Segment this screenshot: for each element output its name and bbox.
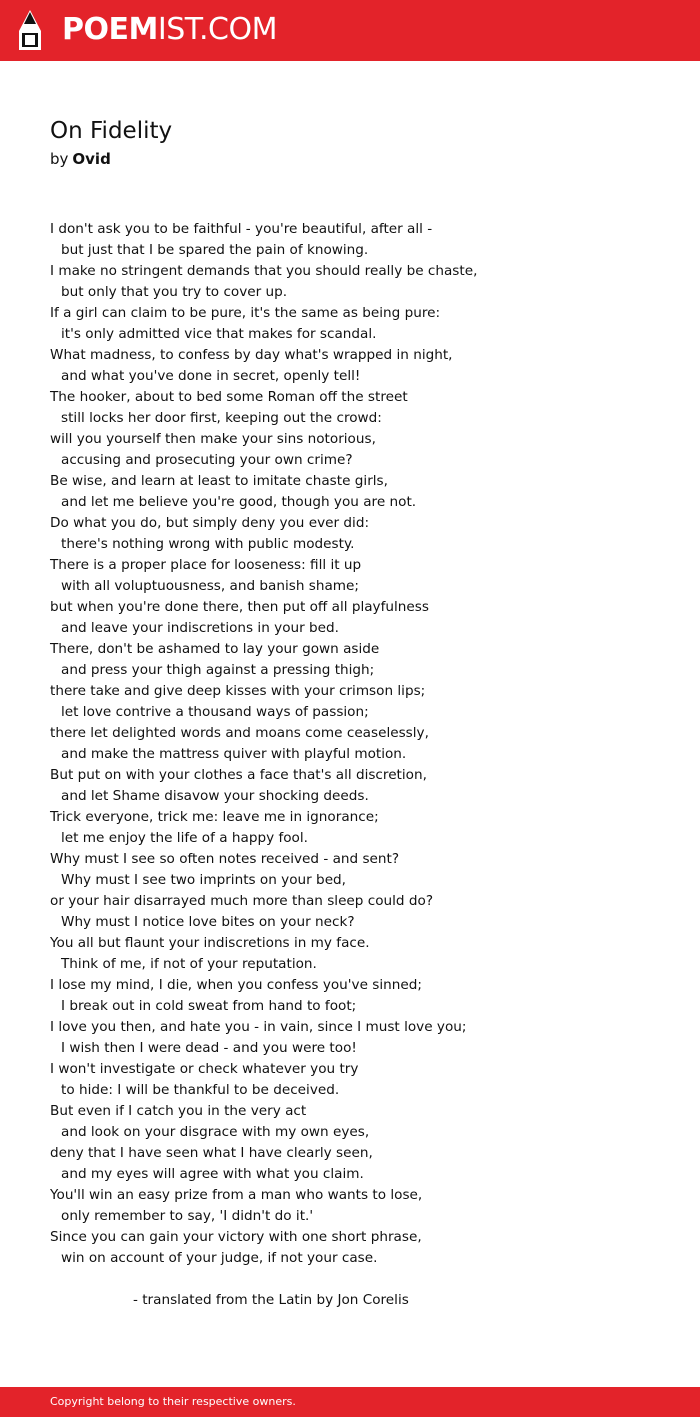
copyright-text: Copyright belong to their respective owners. xyxy=(50,1395,296,1408)
translator-note: - translated from the Latin by Jon Corelis xyxy=(133,1292,409,1308)
poem-line: but only that you try to cover up. xyxy=(61,284,288,300)
poem-line: I won't investigate or check whatever you try xyxy=(50,1061,359,1077)
poem-line: What madness, to confess by day what's wrapped in night, xyxy=(50,347,453,363)
poem-line: There is a proper place for looseness: fill it up xyxy=(50,557,362,573)
poem-line: I make no stringent demands that you should really be chaste, xyxy=(50,263,478,279)
poem-line: let love contrive a thousand ways of passion; xyxy=(61,704,369,720)
poem-body xyxy=(50,219,477,1269)
poem-line: But put on with your clothes a face that's all discretion, xyxy=(50,767,427,783)
poem-line: and my eyes will agree with what you claim. xyxy=(61,1166,364,1182)
poem-line: accusing and prosecuting your own crime? xyxy=(61,452,353,468)
poem-title: On Fidelity xyxy=(50,118,173,144)
poem-line: I don't ask you to be faithful - you're beautiful, after all - xyxy=(50,221,433,237)
poem-line: Since you can gain your victory with one short phrase, xyxy=(50,1229,422,1245)
poem-line: but when you're done there, then put off all playfulness xyxy=(50,599,429,615)
poem-line: and let Shame disavow your shocking deeds. xyxy=(61,788,369,804)
pencil-tip-icon[interactable] xyxy=(17,9,43,51)
poem-line: I wish then I were dead - and you were too! xyxy=(61,1040,357,1056)
poem-line: deny that I have seen what I have clearly seen, xyxy=(50,1145,373,1161)
byline xyxy=(50,149,111,169)
poem-line: Why must I notice love bites on your neck? xyxy=(61,914,355,930)
poem-line: win on account of your judge, if not your case. xyxy=(61,1250,378,1266)
site-footer xyxy=(0,1387,700,1417)
poem-line: and leave your indiscretions in your bed. xyxy=(61,620,339,636)
site-logo-text[interactable] xyxy=(62,11,277,49)
poem-line: But even if I catch you in the very act xyxy=(50,1103,307,1119)
poem-line: and press your thigh against a pressing thigh; xyxy=(61,662,375,678)
poem-line: If a girl can claim to be pure, it's the same as being pure: xyxy=(50,305,441,321)
poem-line: You'll win an easy prize from a man who wants to lose, xyxy=(50,1187,423,1203)
poem-line: Think of me, if not of your reputation. xyxy=(61,956,317,972)
poem-line: there let delighted words and moans come ceaselessly, xyxy=(50,725,429,741)
poem-line: it's only admitted vice that makes for scandal. xyxy=(61,326,377,342)
poem-line: Trick everyone, trick me: leave me in ignorance; xyxy=(50,809,379,825)
brand-bold: POEM xyxy=(62,12,158,47)
poem-line: I break out in cold sweat from hand to foot; xyxy=(61,998,357,1014)
poem-line: and make the mattress quiver with playful motion. xyxy=(61,746,407,762)
poem-line: The hooker, about to bed some Roman off the street xyxy=(50,389,408,405)
poem-line: Be wise, and learn at least to imitate chaste girls, xyxy=(50,473,388,489)
poem-line: I lose my mind, I die, when you confess you've sinned; xyxy=(50,977,422,993)
by-label: by xyxy=(50,150,69,168)
poem-line: There, don't be ashamed to lay your gown aside xyxy=(50,641,380,657)
poem-line: will you yourself then make your sins notorious, xyxy=(50,431,376,447)
poem-line: let me enjoy the life of a happy fool. xyxy=(61,830,308,846)
brand-light: IST.COM xyxy=(157,12,277,47)
site-header xyxy=(0,0,700,61)
poem-line: but just that I be spared the pain of knowing. xyxy=(61,242,369,258)
poem-line: Do what you do, but simply deny you ever did: xyxy=(50,515,370,531)
author-name[interactable]: Ovid xyxy=(72,150,111,168)
poem-line: I love you then, and hate you - in vain, since I must love you; xyxy=(50,1019,467,1035)
poem-line: and what you've done in secret, openly tell! xyxy=(61,368,361,384)
poem-line: or your hair disarrayed much more than sleep could do? xyxy=(50,893,434,909)
poem-line: You all but flaunt your indiscretions in my face. xyxy=(50,935,370,951)
poem-line: there take and give deep kisses with your crimson lips; xyxy=(50,683,426,699)
poem-line: still locks her door first, keeping out the crowd: xyxy=(61,410,382,426)
poem-line: and look on your disgrace with my own eyes, xyxy=(61,1124,370,1140)
poem-line: there's nothing wrong with public modesty. xyxy=(61,536,355,552)
poem-line: with all voluptuousness, and banish shame; xyxy=(61,578,359,594)
poem-line: only remember to say, 'I didn't do it.' xyxy=(61,1208,314,1224)
poem-line: to hide: I will be thankful to be deceived. xyxy=(61,1082,340,1098)
poem-line: Why must I see two imprints on your bed, xyxy=(61,872,347,888)
poem-line: and let me believe you're good, though you are not. xyxy=(61,494,417,510)
poem-line: Why must I see so often notes received - and sent? xyxy=(50,851,400,867)
